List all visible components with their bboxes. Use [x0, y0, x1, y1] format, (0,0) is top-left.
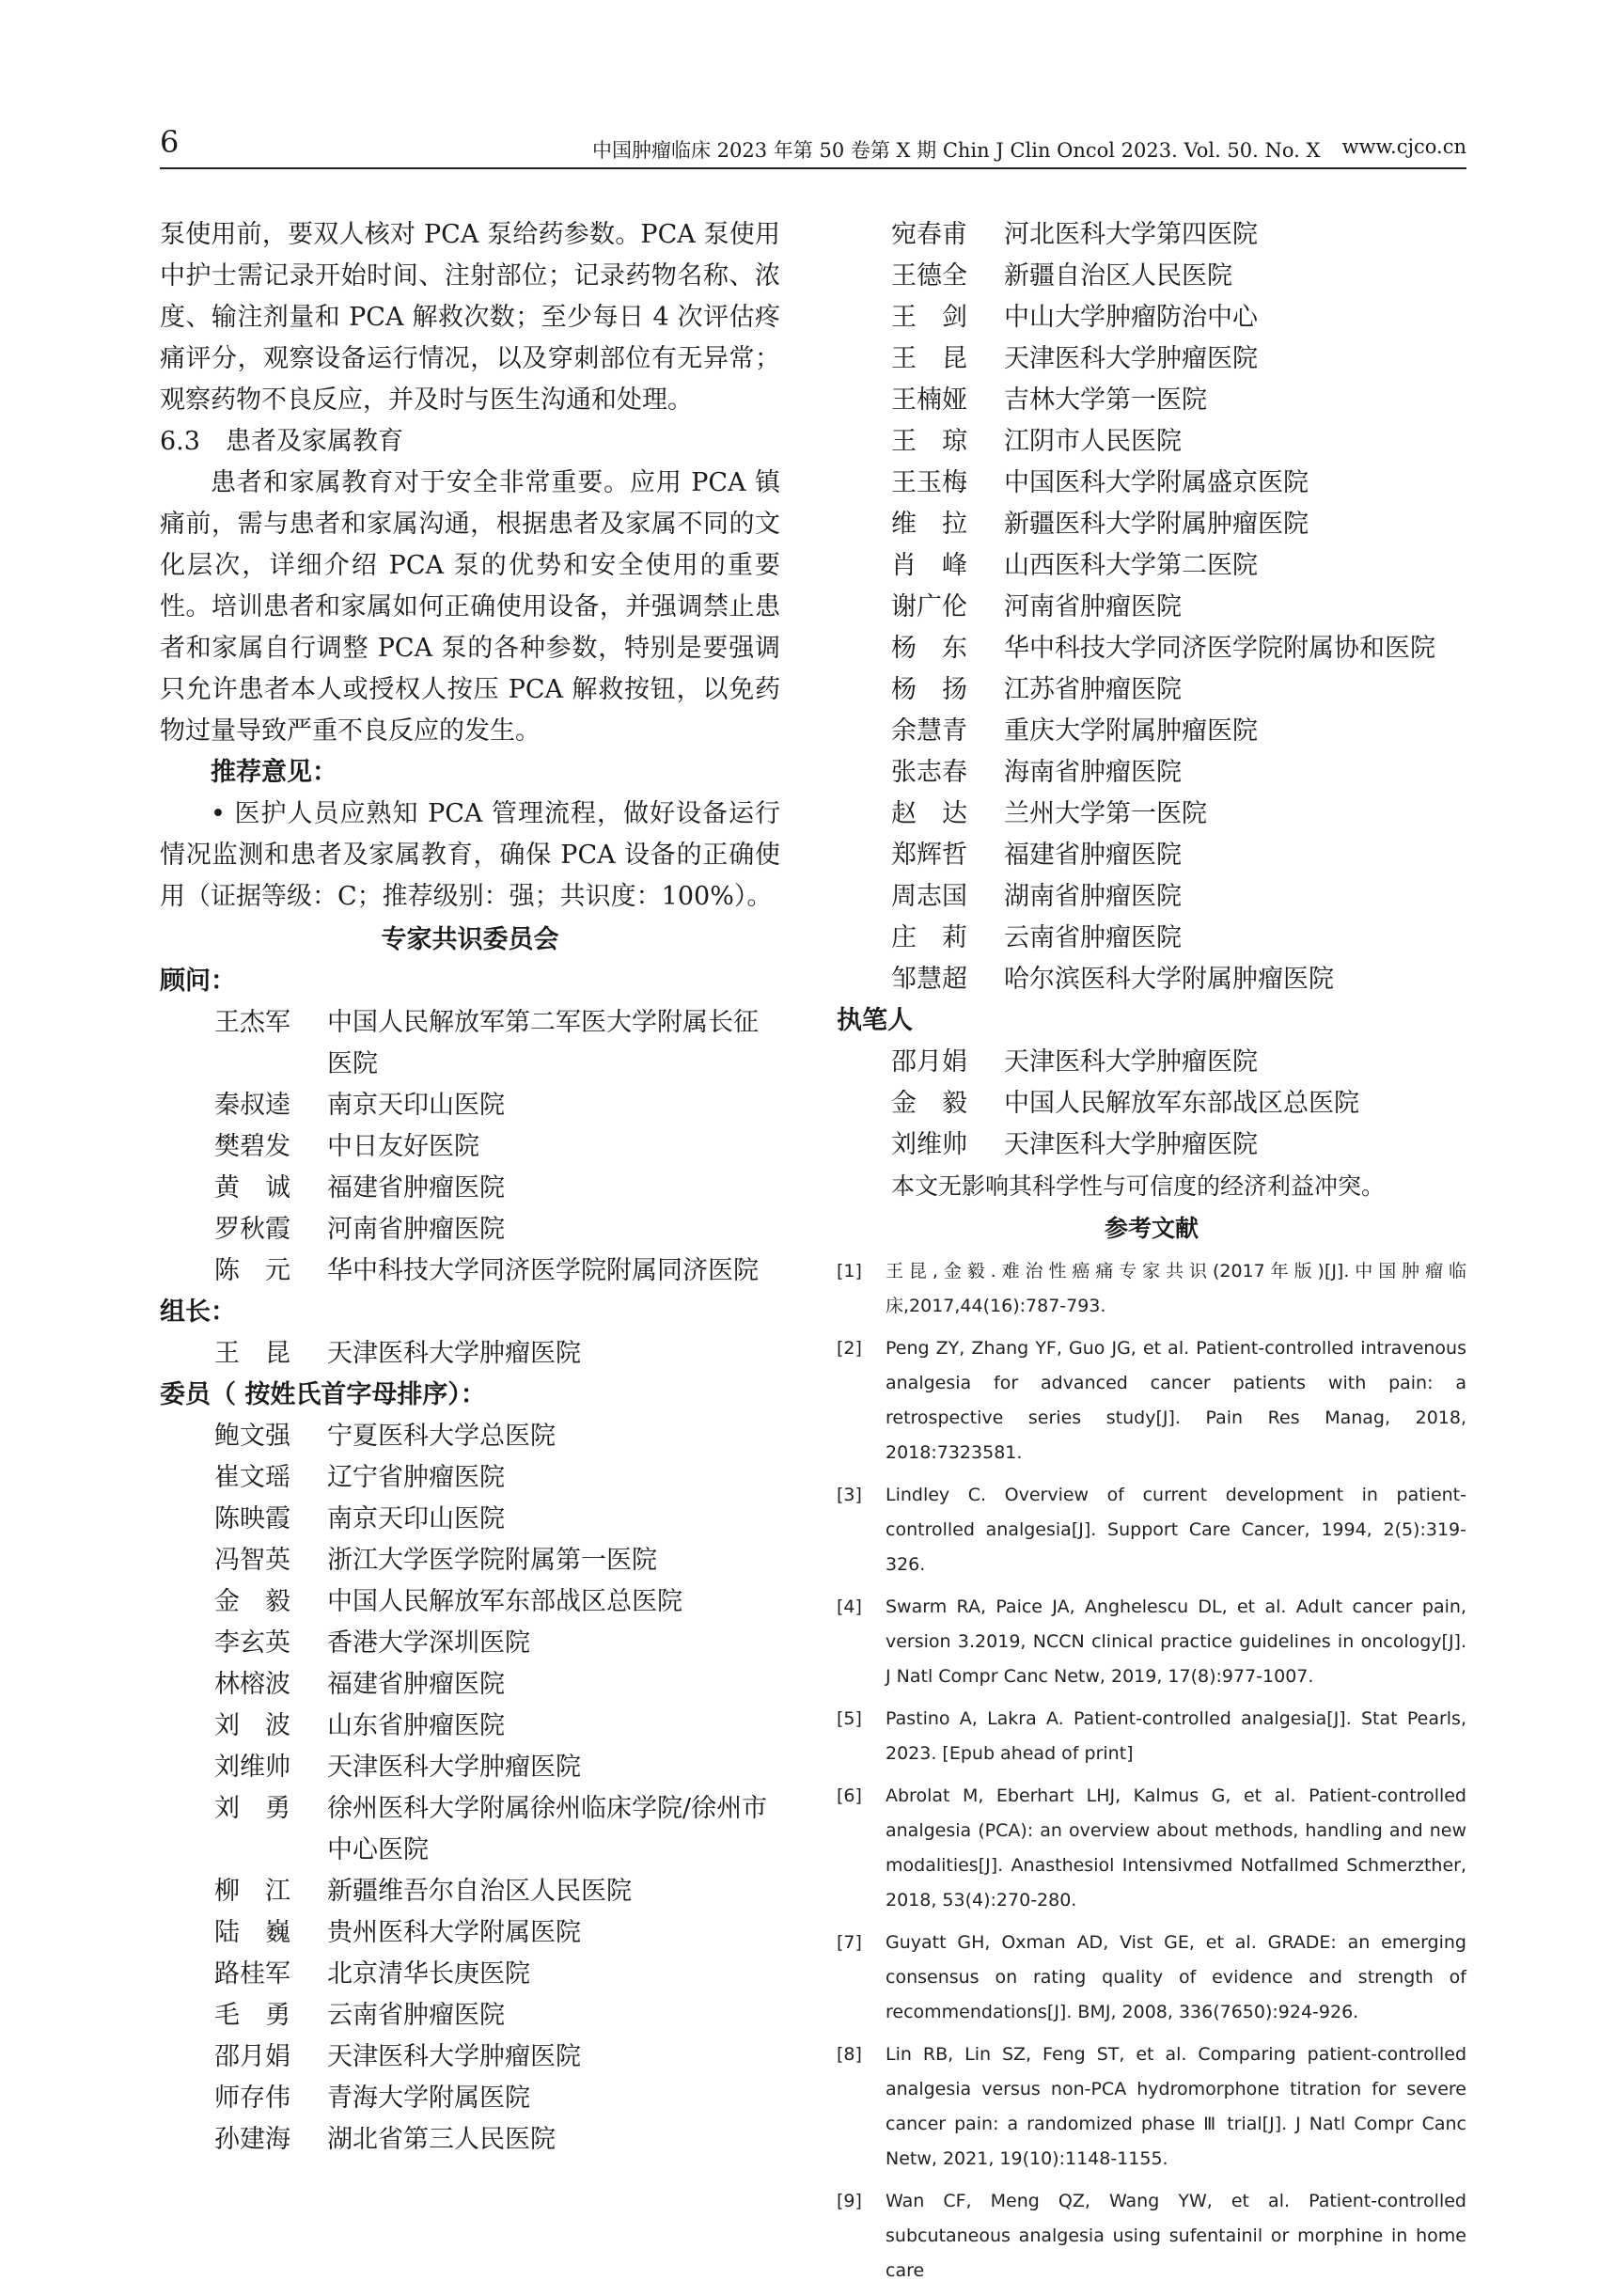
member-entry	[837, 545, 1466, 587]
member-institution: 徐州医科大学附属徐州临床学院/徐州市中心医院	[327, 1794, 768, 1864]
member-entry	[160, 2037, 780, 2078]
member-institution: 兰州大学第一医院	[1004, 799, 1207, 828]
leader-label: 组长：	[160, 1297, 236, 1327]
reference-entry	[837, 1702, 1466, 1771]
page-number: 6	[160, 124, 180, 160]
member-entry	[837, 918, 1466, 959]
member-name: 毛 勇	[214, 2001, 290, 2030]
member-entry	[160, 1085, 780, 1126]
member-name: 王 昆	[214, 1339, 290, 1368]
member-institution: 吉林大学第一医院	[1004, 385, 1207, 415]
member-name: 周志国	[891, 882, 967, 911]
reference-text: Pastino A, Lakra A. Patient-controlled analgesia[J]. Stat Pearls, 2023. [Epub ahead of print]	[886, 1708, 1466, 1764]
member-name: 王德全	[891, 261, 967, 291]
member-entry	[160, 1002, 780, 1085]
member-institution: 辽宁省肿瘤医院	[327, 1463, 505, 1492]
member-institution: 中山大学肿瘤防治中心	[1004, 303, 1258, 332]
advisors-label: 顾问：	[160, 967, 236, 996]
member-name: 陆 巍	[214, 1918, 290, 1947]
member-name: 陈映霞	[214, 1504, 290, 1533]
running-header	[160, 124, 1466, 169]
member-name: 张志春	[891, 758, 967, 787]
member-name: 郑辉哲	[891, 841, 967, 870]
member-institution: 天津医科大学肿瘤医院	[1004, 1047, 1258, 1077]
member-institution: 天津医科大学肿瘤医院	[1004, 1130, 1258, 1159]
member-name: 金 毅	[891, 1089, 967, 1118]
reference-text: Wan CF, Meng QZ, Wang YW, et al. Patient-controlled subcutaneous analgesia using sufentainil or morphine in home care	[886, 2191, 1466, 2281]
conflict-statement: 本文无影响其科学性与可信度的经济利益冲突。	[891, 1172, 1386, 1200]
member-name: 陈 元	[214, 1256, 290, 1285]
member-name: 刘维帅	[891, 1130, 967, 1159]
member-name: 王 剑	[891, 303, 967, 332]
reference-number: [5]	[837, 1708, 862, 1729]
member-entry	[837, 421, 1466, 463]
member-entry	[160, 1623, 780, 1664]
member-entry	[160, 1706, 780, 1747]
member-entry	[837, 1083, 1466, 1124]
member-entry	[837, 628, 1466, 669]
leaders-list	[160, 1333, 780, 1375]
reference-entry	[837, 1478, 1466, 1582]
references-list	[837, 1254, 1466, 2288]
member-entry	[837, 380, 1466, 421]
section-heading: 6.3 患者及家属教育	[160, 427, 403, 456]
writers-list	[837, 1042, 1466, 1166]
member-institution: 福建省肿瘤医院	[1004, 841, 1182, 870]
member-entry	[160, 1499, 780, 1540]
member-name: 秦叔逵	[214, 1091, 290, 1120]
member-institution: 福建省肿瘤医院	[327, 1173, 505, 1203]
member-institution: 新疆自治区人民医院	[1004, 261, 1232, 291]
member-institution: 重庆大学附属肿瘤医院	[1004, 716, 1258, 746]
member-name: 谢广伦	[891, 592, 967, 621]
member-name: 杨 东	[891, 634, 967, 663]
member-name: 王楠娅	[891, 385, 967, 415]
member-name: 邹慧超	[891, 965, 967, 994]
journal-citation: 中国肿瘤临床 2023 年第 50 卷第 X 期 Chin J Clin Oncol 2023. Vol. 50. No. X	[592, 139, 1321, 162]
members-list	[160, 1416, 780, 2161]
members-list-continued	[837, 214, 1466, 1000]
member-institution: 天津医科大学肿瘤医院	[1004, 344, 1258, 373]
reference-number: [2]	[837, 1338, 862, 1359]
member-name: 刘 勇	[214, 1794, 290, 1823]
member-name: 鲍文强	[214, 1422, 290, 1451]
member-entry	[837, 1042, 1466, 1083]
member-entry	[837, 1124, 1466, 1166]
member-institution: 江阴市人民医院	[1004, 427, 1182, 456]
reference-text: Abrolat M, Eberhart LHJ, Kalmus G, et al. Patient-controlled analgesia (PCA): an overview about methods, handling and new modalities[J]. Anasthesiol Intensivmed Notfallmed Schmerzther, 2018, 53(4):270-280.	[886, 1785, 1466, 1911]
reference-text: 王昆,金毅.难治性癌痛专家共识(2017年版)[J].中国肿瘤临床,2017,44(16):787-793.	[886, 1261, 1466, 1316]
member-name: 宛春甫	[891, 220, 967, 249]
member-name: 李玄英	[214, 1628, 290, 1658]
reference-text: Guyatt GH, Oxman AD, Vist GE, et al. GRADE: an emerging consensus on rating quality of evidence and strength of recommendations[J]. BMJ, 2008, 336(7650):924-926.	[886, 1932, 1466, 2022]
member-institution: 湖北省第三人民医院	[327, 2125, 556, 2154]
member-name: 黄 诚	[214, 1173, 290, 1203]
member-name: 余慧青	[891, 716, 967, 746]
member-name: 庄 莉	[891, 923, 967, 952]
member-entry	[160, 1457, 780, 1499]
member-name: 路桂军	[214, 1959, 290, 1989]
reference-text: Lin RB, Lin SZ, Feng ST, et al. Comparing patient-controlled analgesia versus non-PCA hydromorphone titration for severe cancer pain: a randomized phase Ⅲ trial[J]. J Natl Compr Canc Netw, 2021, 19(10):1148-1155.	[886, 2044, 1466, 2169]
member-entry	[160, 1581, 780, 1623]
reference-entry	[837, 1331, 1466, 1470]
member-institution: 河南省肿瘤医院	[327, 1215, 505, 1244]
member-institution: 湖南省肿瘤医院	[1004, 882, 1182, 911]
members-label: 委员（ 按姓氏首字母排序）：	[160, 1380, 486, 1409]
member-name: 孙建海	[214, 2125, 290, 2154]
member-entry	[160, 1664, 780, 1706]
reference-entry	[837, 1926, 1466, 2030]
member-entry	[837, 835, 1466, 876]
reference-entry	[837, 2184, 1466, 2288]
member-entry	[160, 1540, 780, 1581]
member-name: 樊碧发	[214, 1132, 290, 1161]
reference-number: [9]	[837, 2191, 862, 2211]
member-name: 肖 峰	[891, 551, 967, 580]
member-institution: 宁夏医科大学总医院	[327, 1422, 556, 1451]
member-institution: 贵州医科大学附属医院	[327, 1918, 581, 1947]
member-institution: 天津医科大学肿瘤医院	[327, 1339, 581, 1368]
reference-number: [6]	[837, 1785, 862, 1806]
member-entry	[160, 1995, 780, 2037]
member-institution: 青海大学附属医院	[327, 2084, 530, 2113]
member-entry	[160, 1954, 780, 1995]
reference-text: Peng ZY, Zhang YF, Guo JG, et al. Patient-controlled intravenous analgesia for advanced cancer patients with pain: a retrospective series study[J]. Pain Res Manag, 2018, 2018:7323581.	[886, 1338, 1466, 1463]
member-name: 罗秋霞	[214, 1215, 290, 1244]
member-name: 冯智英	[214, 1546, 290, 1575]
member-name: 刘 波	[214, 1711, 290, 1740]
member-institution: 中国人民解放军东部战区总医院	[1004, 1089, 1359, 1118]
member-entry	[837, 256, 1466, 297]
member-institution: 华中科技大学同济医学院附属协和医院	[1004, 634, 1435, 663]
member-entry	[160, 2078, 780, 2119]
member-entry	[160, 1912, 780, 1954]
journal-url: www.cjco.cn	[1341, 135, 1466, 158]
member-name: 崔文瑶	[214, 1463, 290, 1492]
member-institution: 华中科技大学同济医学院附属同济医院	[327, 1256, 759, 1285]
member-entry	[160, 1416, 780, 1457]
reference-entry	[837, 2037, 1466, 2177]
member-name: 金 毅	[214, 1587, 290, 1616]
member-entry	[837, 338, 1466, 380]
member-institution: 中国人民解放军东部战区总医院	[327, 1587, 682, 1616]
member-name: 王杰军	[214, 1008, 290, 1037]
member-institution: 中国医科大学附属盛京医院	[1004, 468, 1309, 497]
reference-text: Swarm RA, Paice JA, Anghelescu DL, et al. Adult cancer pain, version 3.2019, NCCN clinical practice guidelines in oncology[J]. J Natl Compr Canc Netw, 2019, 17(8):977-1007.	[886, 1596, 1466, 1687]
member-name: 师存伟	[214, 2084, 290, 2113]
reference-number: [1]	[837, 1261, 862, 1282]
member-institution: 江苏省肿瘤医院	[1004, 675, 1182, 704]
reference-number: [7]	[837, 1932, 862, 1953]
member-name: 刘维帅	[214, 1753, 290, 1782]
committee-title: 专家共识委员会	[381, 925, 559, 954]
body-paragraph: 泵使用前，要双人核对 PCA 泵给药参数。PCA 泵使用中护士需记录开始时间、注射部位；记录药物名称、浓度、输注剂量和 PCA 解救次数；至少每日 4 次评估疼痛评分，观察设备运行情况，以及穿刺部位有无异常；观察药物不良反应，并及时与医生沟通和处理。	[160, 220, 780, 415]
member-entry	[160, 1747, 780, 1788]
member-entry	[837, 669, 1466, 711]
member-entry	[837, 959, 1466, 1000]
member-institution: 山东省肿瘤医院	[327, 1711, 505, 1740]
member-entry	[160, 1871, 780, 1912]
member-entry	[837, 297, 1466, 338]
reference-text: Lindley C. Overview of current development in patient-controlled analgesia[J]. Support Care Cancer, 1994, 2(5):319-326.	[886, 1485, 1466, 1575]
member-name: 杨 扬	[891, 675, 967, 704]
member-institution: 浙江大学医学院附属第一医院	[327, 1546, 657, 1575]
member-institution: 山西医科大学第二医院	[1004, 551, 1258, 580]
member-entry	[837, 214, 1466, 256]
member-institution: 新疆维吾尔自治区人民医院	[327, 1877, 632, 1906]
reference-entry	[837, 1590, 1466, 1694]
member-entry	[837, 794, 1466, 835]
member-institution: 香港大学深圳医院	[327, 1628, 530, 1658]
recommendation-title: 推荐意见：	[211, 758, 337, 787]
member-institution: 海南省肿瘤医院	[1004, 758, 1182, 787]
member-institution: 哈尔滨医科大学附属肿瘤医院	[1004, 965, 1334, 994]
member-entry	[160, 1333, 780, 1375]
reference-number: [4]	[837, 1596, 862, 1617]
body-paragraph: 患者和家属教育对于安全非常重要。应用 PCA 镇痛前，需与患者和家属沟通，根据患者及家属不同的文化层次，详细介绍 PCA 泵的优势和安全使用的重要性。培训患者和家属如何正确使用设备，并强调禁止患者和家属自行调整 PCA 泵的各种参数，特别是要强调只允许患者本人或授权人按压 PCA 解救按钮，以免药物过量导致严重不良反应的发生。	[160, 468, 780, 746]
member-name: 王 琼	[891, 427, 967, 456]
member-entry	[837, 587, 1466, 628]
recommendation-text: • 医护人员应熟知 PCA 管理流程，做好设备运行情况监测和患者及家属教育，确保 PCA 设备的正确使用（证据等级：C；推荐级别：强；共识度：100%）。	[160, 799, 780, 911]
member-institution: 北京清华长庚医院	[327, 1959, 530, 1989]
member-name: 林榕波	[214, 1670, 290, 1699]
references-title: 参考文献	[1104, 1215, 1199, 1242]
member-name: 维 拉	[891, 510, 967, 539]
member-entry	[160, 2119, 780, 2161]
member-entry	[160, 1788, 780, 1871]
left-column	[160, 214, 780, 2161]
member-institution: 福建省肿瘤医院	[327, 1670, 505, 1699]
member-institution: 天津医科大学肿瘤医院	[327, 2042, 581, 2071]
member-institution: 天津医科大学肿瘤医院	[327, 1753, 581, 1782]
member-entry	[837, 504, 1466, 545]
member-name: 柳 江	[214, 1877, 290, 1906]
member-institution: 南京天印山医院	[327, 1504, 505, 1533]
reference-number: [8]	[837, 2044, 862, 2065]
reference-number: [3]	[837, 1485, 862, 1505]
member-name: 邵月娟	[214, 2042, 290, 2071]
member-institution: 云南省肿瘤医院	[327, 2001, 505, 2030]
member-institution: 河南省肿瘤医院	[1004, 592, 1182, 621]
writers-label: 执笔人	[837, 1006, 913, 1035]
member-entry	[160, 1168, 780, 1209]
member-entry	[160, 1209, 780, 1250]
member-entry	[160, 1126, 780, 1168]
reference-entry	[837, 1779, 1466, 1918]
reference-entry	[837, 1254, 1466, 1324]
member-institution: 南京天印山医院	[327, 1091, 505, 1120]
right-column	[837, 214, 1466, 2296]
member-name: 赵 达	[891, 799, 967, 828]
member-institution: 中国人民解放军第二军医大学附属长征医院	[327, 1008, 759, 1078]
member-entry	[837, 752, 1466, 794]
member-name: 王 昆	[891, 344, 967, 373]
advisors-list	[160, 1002, 780, 1292]
member-institution: 新疆医科大学附属肿瘤医院	[1004, 510, 1309, 539]
member-institution: 河北医科大学第四医院	[1004, 220, 1258, 249]
member-name: 王玉梅	[891, 468, 967, 497]
member-entry	[837, 711, 1466, 752]
member-entry	[160, 1250, 780, 1292]
member-entry	[837, 876, 1466, 918]
member-institution: 中日友好医院	[327, 1132, 479, 1161]
member-entry	[837, 463, 1466, 504]
member-institution: 云南省肿瘤医院	[1004, 923, 1182, 952]
member-name: 邵月娟	[891, 1047, 967, 1077]
